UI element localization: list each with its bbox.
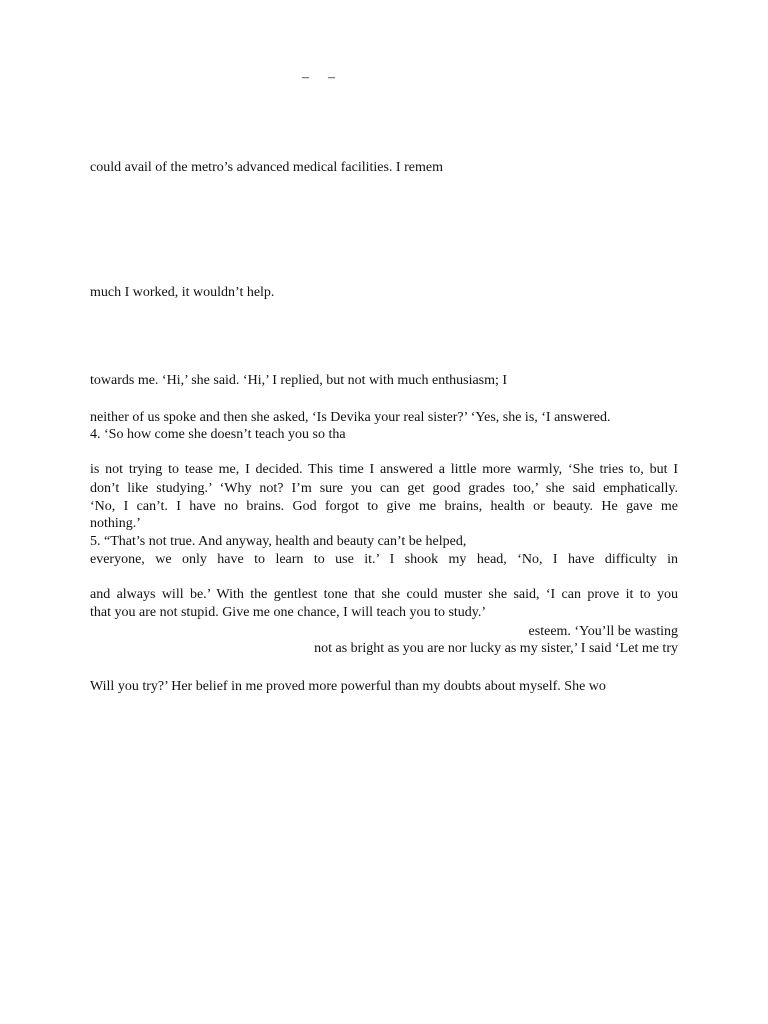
header-dash-right: – — [328, 70, 335, 85]
text-line: neither of us spoke and then she asked, ‘Is Devika your real sister?’ ‘Yes, she is, ‘I answered. — [90, 410, 611, 425]
text-line: and always will be.’ With the gentlest tone that she could muster she said, ‘I can prove it to you — [90, 587, 678, 602]
header-dash-left: – — [302, 70, 309, 85]
text-line: ‘No, I can’t. I have no brains. God forgot to give me brains, health or beauty. He gave me — [90, 499, 678, 514]
text-line: nothing.’ — [90, 516, 141, 531]
text-line: 5. “That’s not true. And anyway, health and beauty can’t be helped, — [90, 534, 467, 549]
text-line: not as bright as you are nor lucky as my sister,’ I said ‘Let me try — [314, 641, 678, 656]
text-line: that you are not stupid. Give me one chance, I will teach you to study.’ — [90, 605, 487, 620]
text-line: don’t like studying.’ ‘Why not? I’m sure you can get good grades too,’ she said emphatically. — [90, 481, 678, 496]
text-line: 4. ‘So how come she doesn’t teach you so tha — [90, 427, 346, 442]
text-line: much I worked, it wouldn’t help. — [90, 285, 275, 300]
text-line: everyone, we only have to learn to use it.’ I shook my head, ‘No, I have difficulty in — [90, 552, 678, 567]
text-line: Will you try?’ Her belief in me proved more powerful than my doubts about myself. She wo — [90, 679, 606, 694]
text-line: towards me. ‘Hi,’ she said. ‘Hi,’ I replied, but not with much enthusiasm; I — [90, 373, 508, 388]
text-line: esteem. ‘You’ll be wasting — [528, 624, 678, 639]
text-line: is not trying to tease me, I decided. This time I answered a little more warmly, ‘She tries to, but I — [90, 462, 678, 477]
text-line: could avail of the metro’s advanced medical facilities. I remem — [90, 160, 443, 175]
